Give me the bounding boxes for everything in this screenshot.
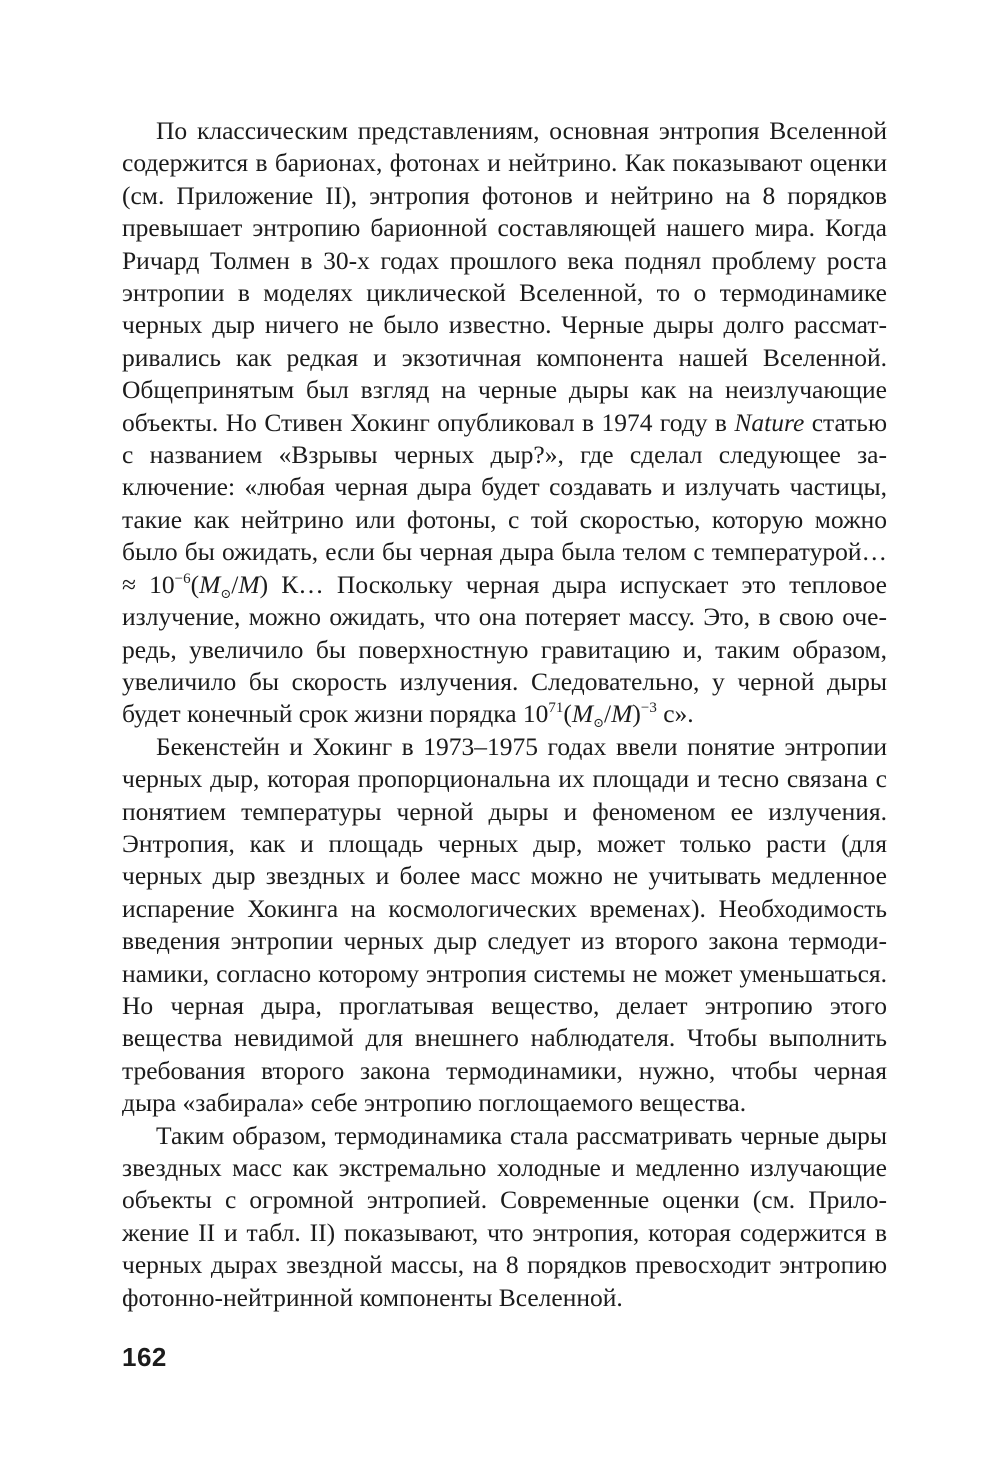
page-body bbox=[122, 115, 887, 1314]
exponent-1: −6 bbox=[174, 570, 191, 587]
formula-1-close: ) bbox=[259, 569, 269, 599]
formula-2-open: ( bbox=[563, 699, 572, 729]
formula-2-mass-2: M bbox=[611, 699, 633, 729]
paragraph-1-text-c: К… Поскольку черная дыра испускает это тепловое излучение, можно ожидать, что она потеряет массу. Это, в свою очередь, увеличило бы поверхностную гравитацию и, таким образом, увеличило бы скорость излучения. Следовательно, у черной дыры будет конечный срок жизни порядка 10 bbox=[122, 569, 887, 729]
sun-symbol-2: ⊙ bbox=[593, 715, 605, 731]
formula-2-close: ) bbox=[632, 699, 641, 729]
paragraph-1 bbox=[122, 115, 887, 731]
formula-2-mass: M bbox=[571, 699, 594, 729]
sun-symbol: ⊙ bbox=[220, 585, 232, 601]
paragraph-2: Бекенстейн и Хокинг в 1973–1975 годах ввели понятие энтропии черных дыр, которая пропорциональна их площади и тесно связана с понятием температуры черной дыры и феноменом ее излучения. Энтропия, как и площадь черных дыр, может только расти (для черных дыр звездных и более масс можно не учитывать медленное испарение Хокинга на космологических временах). Необходимость введения энтропии черных дыр следует из второго закона термодинамики, согласно которому энтропия системы не может уменьшаться. Но черная дыра, проглатывая вещество, делает энтропию этого вещества невидимой для внешнего наблюдателя. Чтобы выполнить требования второго закона термодинамики, нужно, чтобы черная дыра «забирала» себе энтропию поглощаемого вещества. bbox=[122, 731, 887, 1118]
page-number: 162 bbox=[122, 1342, 167, 1372]
paragraph-1-text-a: По классическим представлениям, основная энтропия Вселенной содержится в барионах, фотонах и нейтрино. Как показывают оценки (см. Приложение II), энтропия фотонов и нейтрино на 8 порядков превышает энтропию барионной составляющей нашего мира. Когда Ричард Толмен в 30-х годах прошлого века поднял проблему роста энтропии в моделях циклической Вселенной, то о термодинамике черных дыр ничего не было известно. Черные дыры долго рассматривались как редкая и экзотичная компонента нашей Вселенной. Общепринятым был взгляд на черные дыры как на неизлучающие объекты. Но Стивен Хокинг опубликовал в 1974 году в bbox=[122, 116, 887, 437]
paragraph-3: Таким образом, термодинамика стала рассматривать черные дыры звездных масс как экстремально холодные и медленно излучающие объекты с огромной энтропией. Современные оценки (см. Приложение II и табл. II) показывают, что энтропия, которая содержится в черных дырах звездной массы, на 8 порядков превосходит энтропию фотонно-нейтринной компоненты Вселенной. bbox=[122, 1120, 887, 1312]
formula-1-mass: M bbox=[199, 569, 221, 599]
paragraph-1-text-d: с». bbox=[656, 699, 694, 729]
paragraph-1-text-b: статью с названием «Взрывы черных дыр?», где сделал следующее заключение: «любая черная дыра будет создавать и излучать частицы, такие как нейтрино или фотоны, с той скоростью, которую можно было бы ожидать, если бы черная дыра была телом с температурой… ≈ 10 bbox=[122, 407, 887, 599]
exponent-3: −3 bbox=[640, 700, 657, 717]
formula-1-slash: / bbox=[231, 569, 239, 599]
formula-2-slash: / bbox=[604, 699, 612, 729]
exponent-2: 71 bbox=[548, 700, 564, 717]
journal-title: Nature bbox=[734, 407, 805, 437]
formula-1-open: ( bbox=[190, 569, 200, 599]
formula-1-mass-2: M bbox=[238, 569, 260, 599]
